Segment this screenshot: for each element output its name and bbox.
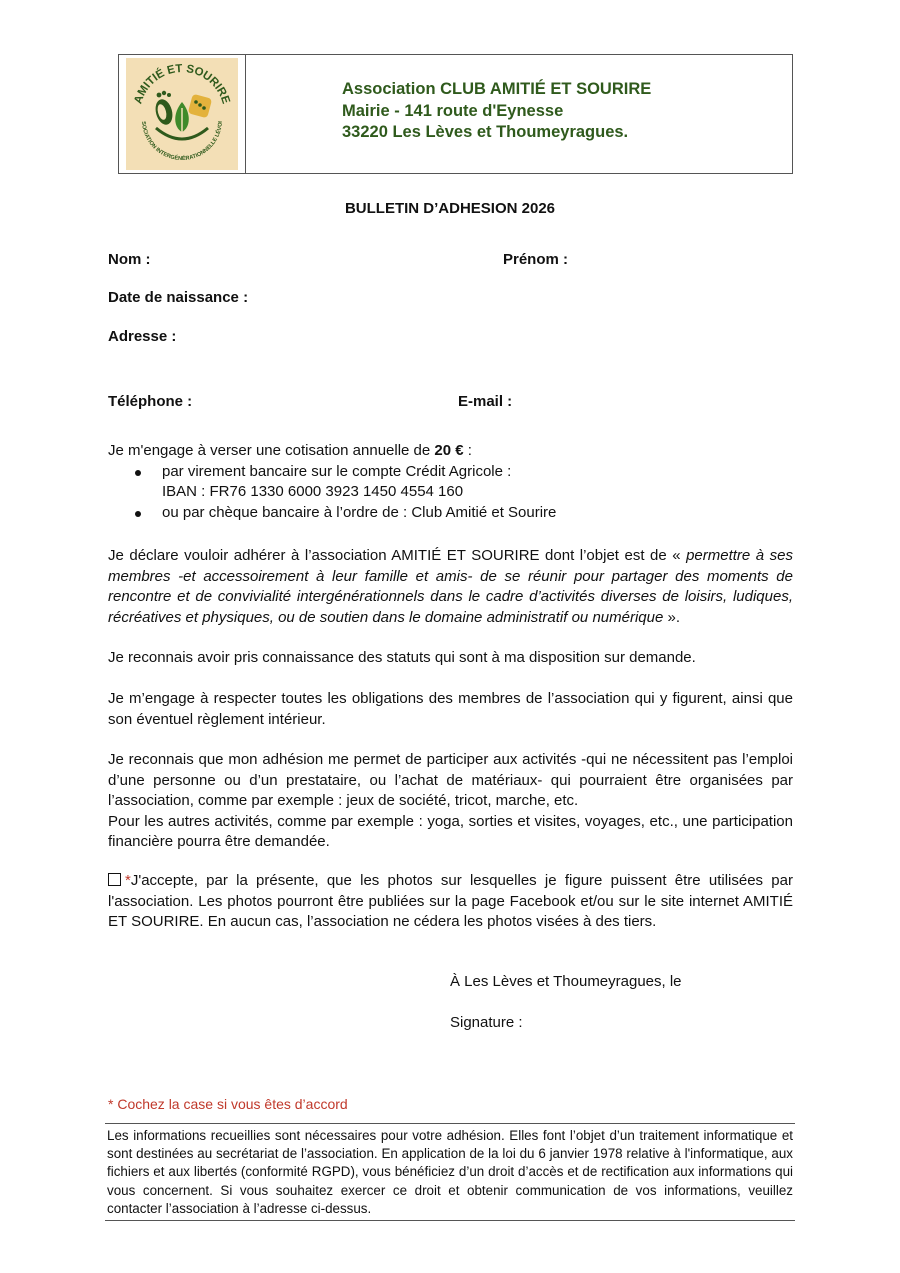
field-adresse[interactable]: Adresse : (108, 328, 177, 345)
legal-notice: Les informations recueillies sont nécessaires pour votre adhésion. Elles font l’objet d’un traitement informatique et sont destinées au secrétariat de l’association. En application de la loi du 6 janvier 1978 relative à l'informatique, aux fichiers et aux libertés (conformité RGPD), vous bénéficiez d’un droit d’accès et de rectification aux informations qui vous concernent. Si vous souhaitez exercer ce droit et obtenir communication de vos informations, veuillez contacter l’association à l’adresse ci-dessus. (105, 1123, 795, 1221)
logo-top-text: AMITIÉ ET SOURIRE (132, 62, 232, 106)
obligations-paragraph: Je m’engage à respecter toutes les obligations des membres de l’association qui y figurent, ainsi que son éventuel règlement intérieur. (108, 690, 793, 728)
payment-option-cheque: ou par chèque bancaire à l’ordre de : Club Amitié et Sourire (108, 503, 793, 524)
header-box (118, 54, 793, 174)
association-city: 33220 Les Lèves et Thoumeyragues. (342, 123, 629, 141)
signature-line[interactable]: Signature : (450, 1014, 523, 1031)
activities-paragraph: Je reconnais que mon adhésion me permet de participer aux activités -qui ne nécessitent pas l’emploi d’une personne ou d’un prestataire, ou l’achat de matériaux- qui pourraient être organisées par l’association, comme par exemple : jeux de société, tricot, marche, etc. Pour les autres activités, comme par exemple : yoga, sorties et visites, voyages, etc., une participation financière pourra être demandée. (108, 751, 793, 850)
payment-option-transfer: par virement bancaire sur le compte Crédit Agricole : IBAN : FR76 1330 6000 3923 1450 4554 160 (108, 462, 793, 503)
footprint-icon (153, 91, 175, 127)
field-prenom[interactable]: Prénom : (503, 251, 569, 268)
photo-consent-checkbox[interactable] (108, 873, 121, 886)
field-telephone[interactable]: Téléphone : (108, 393, 193, 410)
field-email[interactable]: E-mail : (458, 393, 513, 410)
photo-consent-paragraph: *J'accepte, par la présente, que les photos sur lesquelles je figure puissent être utilisées par l'association. Les photos pourront être publiées sur la page Facebook et/ou sur le site internet AMITIÉ ET SOURIRE. En aucun cas, l’association ne cédera les photos visées à des tiers. (108, 872, 793, 930)
statuts-paragraph: Je reconnais avoir pris connaissance des statuts qui sont à ma disposition sur demande. (108, 649, 696, 666)
cotisation-amount: 20 € (434, 442, 464, 459)
cotisation-section (108, 441, 793, 523)
place-date-line: À Les Lèves et Thoumeyragues, le (450, 973, 682, 990)
field-date-naissance[interactable]: Date de naissance : (108, 289, 249, 306)
iban: IBAN : FR76 1330 6000 3923 1450 4554 160 (162, 483, 464, 500)
logo-bottom-text: SOCIATION INTERGÉNÉRATIONNELLE LÉVOI (139, 120, 224, 163)
association-street: Mairie - 141 route d'Eynesse (342, 101, 564, 120)
cotisation-intro: Je m'engage à verser une cotisation annuelle de 20 € : (108, 442, 472, 459)
dice-icon (188, 94, 212, 118)
leaf-icon (175, 102, 189, 138)
field-nom[interactable]: Nom : (108, 251, 151, 268)
page-title: BULLETIN D’ADHESION 2026 (344, 200, 556, 217)
logo-cell (119, 55, 246, 173)
association-info (342, 79, 651, 144)
footnote: * Cochez la case si vous êtes d’accord (108, 1096, 348, 1112)
declaration-paragraph: Je déclare vouloir adhérer à l’association AMITIÉ ET SOURIRE dont l’objet est de « permettre à ses membres -et accessoirement à leur famille et amis- de se réunir pour partager des moments de rencontre et de convivialité intergénérationnels dans le cadre d’activités diverses de loisirs, ludiques, récréatives et physiques, ou de soutien dans le domaine administratif ou numérique ». (108, 547, 793, 626)
association-name: Association CLUB AMITIÉ ET SOURIRE (342, 80, 652, 98)
association-logo (126, 58, 238, 170)
logo-icon (126, 58, 238, 170)
